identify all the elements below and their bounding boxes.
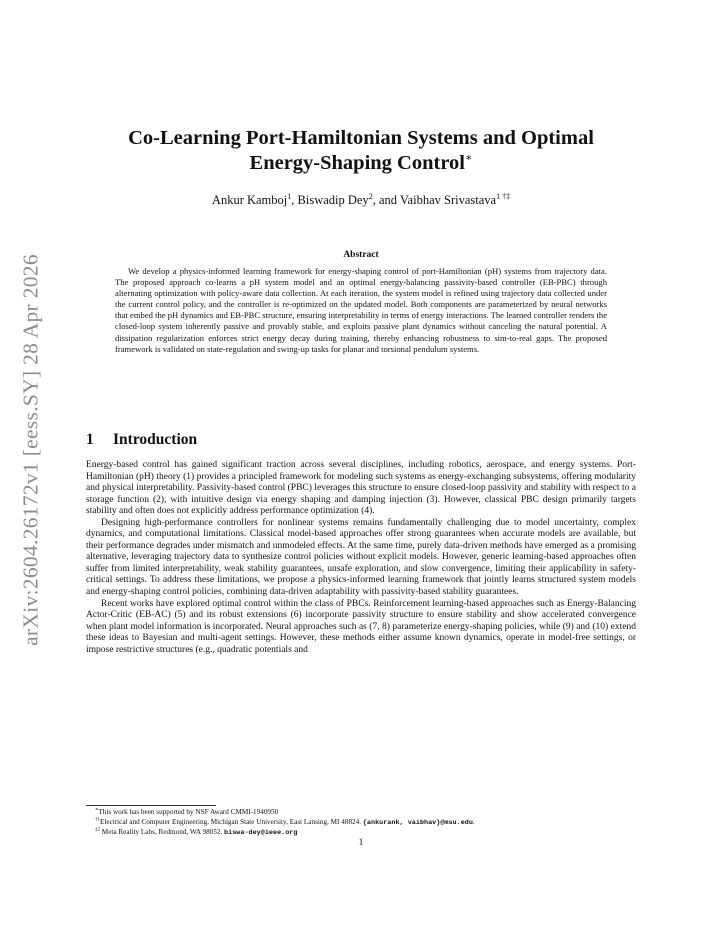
footnote: [86, 808, 646, 818]
footnote-mark: †1: [95, 817, 100, 823]
footnote-text: Electrical and Computer Engineering, Michigan State University, East Lansing, MI 48824.: [100, 817, 363, 826]
arxiv-identifier: arXiv:2604.26172v1 [eess.SY] 28 Apr 2026: [18, 254, 43, 646]
section-body: [86, 460, 636, 656]
footnote-mark: ∗: [95, 807, 99, 813]
footnote-rule: [86, 805, 216, 806]
page-number: 1: [358, 838, 364, 848]
author-name: Biswadip Dey: [297, 193, 369, 207]
author-separator: , and: [372, 193, 400, 207]
abstract-text: We develop a physics-informed learning framework for energy-shaping control of port-Hamiltonian (pH) systems from trajectory data. The proposed approach co-learns a pH system model and an optimal energy-balancing passivity-based controller (EB-PBC) through alternating optimization with policy-aware data collection. At each iteration, the system model is refined using trajectory data collected under the current control policy, and the controller is re-optimized on the updated model. Both components are parameterized by neural networks that embed the pH dynamics and EB-PBC structure, ensuring interpretability in terms of energy interactions. The learned controller renders the closed-loop system inherently passive and provably stable, and exploits passive plant dynamics without canceling the natural potential. A dissipation regularization enforces strict energy decay during training, thereby enhancing robustness to sim-to-real gaps. The proposed framework is validated on state-regulation and swing-up tasks for planar and torsional pendulum systems.: [115, 266, 608, 354]
footnote-mark: ‡2: [95, 827, 100, 833]
paragraph: Designing high-performance controllers for nonlinear systems remains fundamentally challenging due to model uncertainty, complex dynamics, and computational limitations. Classical model-based approaches offer strong guarantees when accurate models are available, but their performance degrades under mismatch and unmodeled effects. At the same time, purely data-driven methods have emerged as a promising alternative, leveraging trajectory data to synthesize control policies without explicit models. However, generic learning-based approaches often suffer from limited interpretability, weak stability guarantees, unsafe exploration, and slow convergence, limiting their applicability in safety-critical settings. To address these limitations, we propose a physics-informed learning framework that jointly learns structured system models and energy-shaping control policies, combining data-driven adaptability with passivity-based stability guarantees.: [86, 517, 636, 598]
footnote-email[interactable]: biswa-dey@ieee.org: [224, 829, 298, 838]
author-separator: ,: [291, 193, 298, 207]
abstract-heading: Abstract: [343, 250, 379, 260]
author-affiliation: 1: [287, 191, 292, 201]
title-line-2: Energy-Shaping Control: [249, 152, 465, 174]
paragraph: Recent works have explored optimal control within the class of PBCs. Reinforcement learning-based approaches such as Energy-Balancing Actor-Critic (EB-AC) (5) and its robust extensions (6) incorporate passivity structure to ensure stability and show accelerated convergence when plant model information is incorporated. Neural approaches such as (7, 8) parameterize energy-shaping policies, while (9) and (10) extend these ideas to Bayesian and multi-agent settings. However, these methods either assume known dynamics, operate in model-free settings, or impose restrictive structures (e.g., quadratic potentials and: [86, 598, 636, 655]
footnote-end: .: [472, 817, 475, 826]
arxiv-side-stamp: [14, 235, 48, 665]
author-list: [86, 193, 636, 208]
author-affiliation: 2: [368, 191, 373, 201]
footnote-email[interactable]: {ankurank, vaibhav}@msu.edu: [362, 818, 473, 827]
paragraph: Energy-based control has gained significant traction across several disciplines, including robotics, aerospace, and energy systems. Port-Hamiltonian (pH) theory (1) provides a principled framework for modeling such systems as energy-exchanging subsystems, offering modularity and physical interpretability. Passivity-based control (PBC) leverages this structure to ensure closed-loop passivity and stability with respect to a storage function (2), with intuitive design via energy shaping and damping injection (3). However, classical PBC design primarily targets stability and often does not explicitly address performance optimization (4).: [86, 460, 636, 517]
title-footnote-mark: ∗: [465, 152, 473, 165]
footnote-text: Meta Reality Labs, Redmond, WA 98052.: [100, 828, 225, 837]
paper-title: [86, 126, 636, 176]
author-name: Vaibhav Srivastava: [399, 193, 497, 207]
section-heading: [86, 431, 197, 449]
title-line-1: Co-Learning Port-Hamiltonian Systems and Optimal: [128, 127, 594, 149]
author-affiliation: 1 †‡: [496, 191, 511, 201]
author-name: Ankur Kamboj: [211, 193, 288, 207]
footnote-text: This work has been supported by NSF Award CMMI-1940950: [98, 808, 279, 816]
section-title: Introduction: [113, 431, 198, 448]
footnotes: [86, 808, 646, 839]
section-number: 1: [86, 431, 94, 448]
footnote: [86, 818, 646, 829]
